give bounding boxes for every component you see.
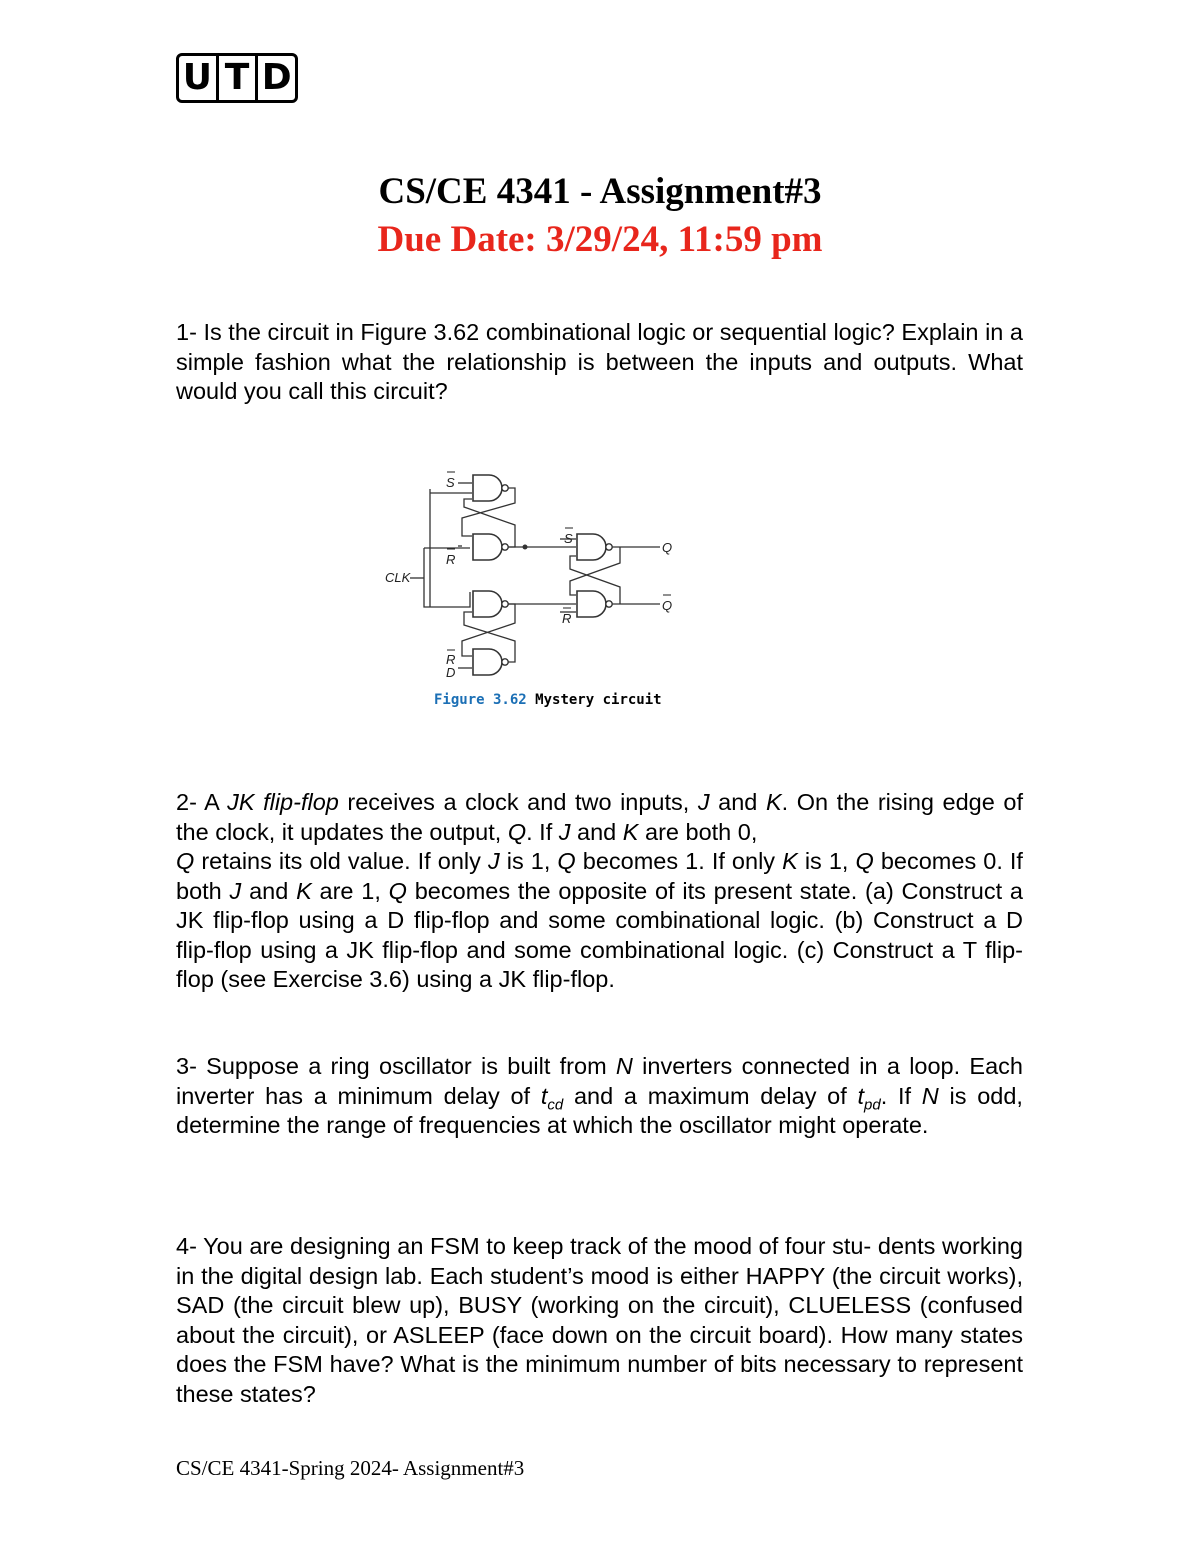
label-s-bar-2: S <box>564 531 573 546</box>
label-r-bar-3: R <box>562 611 572 626</box>
question-4: 4- You are designing an FSM to keep track of the mood of four stu- dents working in the digital design lab. Each student’s mood is either HAPPY (the circuit works), SAD (the circuit blew up), BUSY (working on the circuit), CLUELESS (confused about the circuit), or ASLEEP (face down on the circuit board). How many states does the FSM have? What is the minimum number of bits necessary to represent these states? <box>176 1233 1023 1407</box>
logo-letter-t: T <box>216 56 256 100</box>
label-r-bar-1: R <box>446 552 456 567</box>
page-footer: CS/CE 4341-Spring 2024- Assignment#3 <box>176 1456 525 1480</box>
utd-logo <box>176 53 298 103</box>
figure-caption <box>434 692 662 708</box>
label-q: Q <box>662 540 673 555</box>
question-1: 1- Is the circuit in Figure 3.62 combinational logic or sequential logic? Explain in a simple fashion what the relationship is between the inputs and outputs. What would you call this circuit? <box>176 319 1023 404</box>
logo-letter-u: U <box>182 57 212 98</box>
document-title: CS/CE 4341 - Assignment#3 <box>378 171 822 212</box>
label-q-bar: Q <box>662 598 673 613</box>
figure-caption-text: Mystery circuit <box>535 692 662 708</box>
mystery-circuit-figure <box>380 463 700 718</box>
label-d: D <box>446 665 456 680</box>
question-2: 2- A JK flip-flop receives a clock and two inputs, J and K. On the rising edge of the clock, it updates the output, Q. If J and K are both 0, Q retains its old value. If only J is 1, Q becomes 1. If only K is 1, Q becomes 0. If both J and K are 1, Q becomes the opposite of its present state. (a) Construct a JK flip-flop using a D flip-flop and some combinational logic. (b) Construct a D flip-flop using a JK flip-flop and some combinational logic. (c) Construct a T flip-flop (see Exercise 3.6) using a JK flip-flop. <box>176 789 1023 992</box>
label-r-bar-2: R <box>446 652 456 667</box>
figure-number: Figure 3.62 <box>434 692 527 708</box>
due-date: Due Date: 3/29/24, 11:59 pm <box>377 219 823 260</box>
logo-letter-d: D <box>255 56 295 100</box>
label-s-bar-1: S <box>446 475 455 490</box>
label-clk: CLK <box>385 570 411 585</box>
question-3: 3- Suppose a ring oscillator is built from N inverters connected in a loop. Each inverter has a minimum delay of $t_{cd}$ and a maximum delay of $t_{pd}$. If N is odd, determine the range of frequencies at which the oscillator might operate. <box>176 1053 1023 1138</box>
circuit-diagram <box>380 463 700 718</box>
